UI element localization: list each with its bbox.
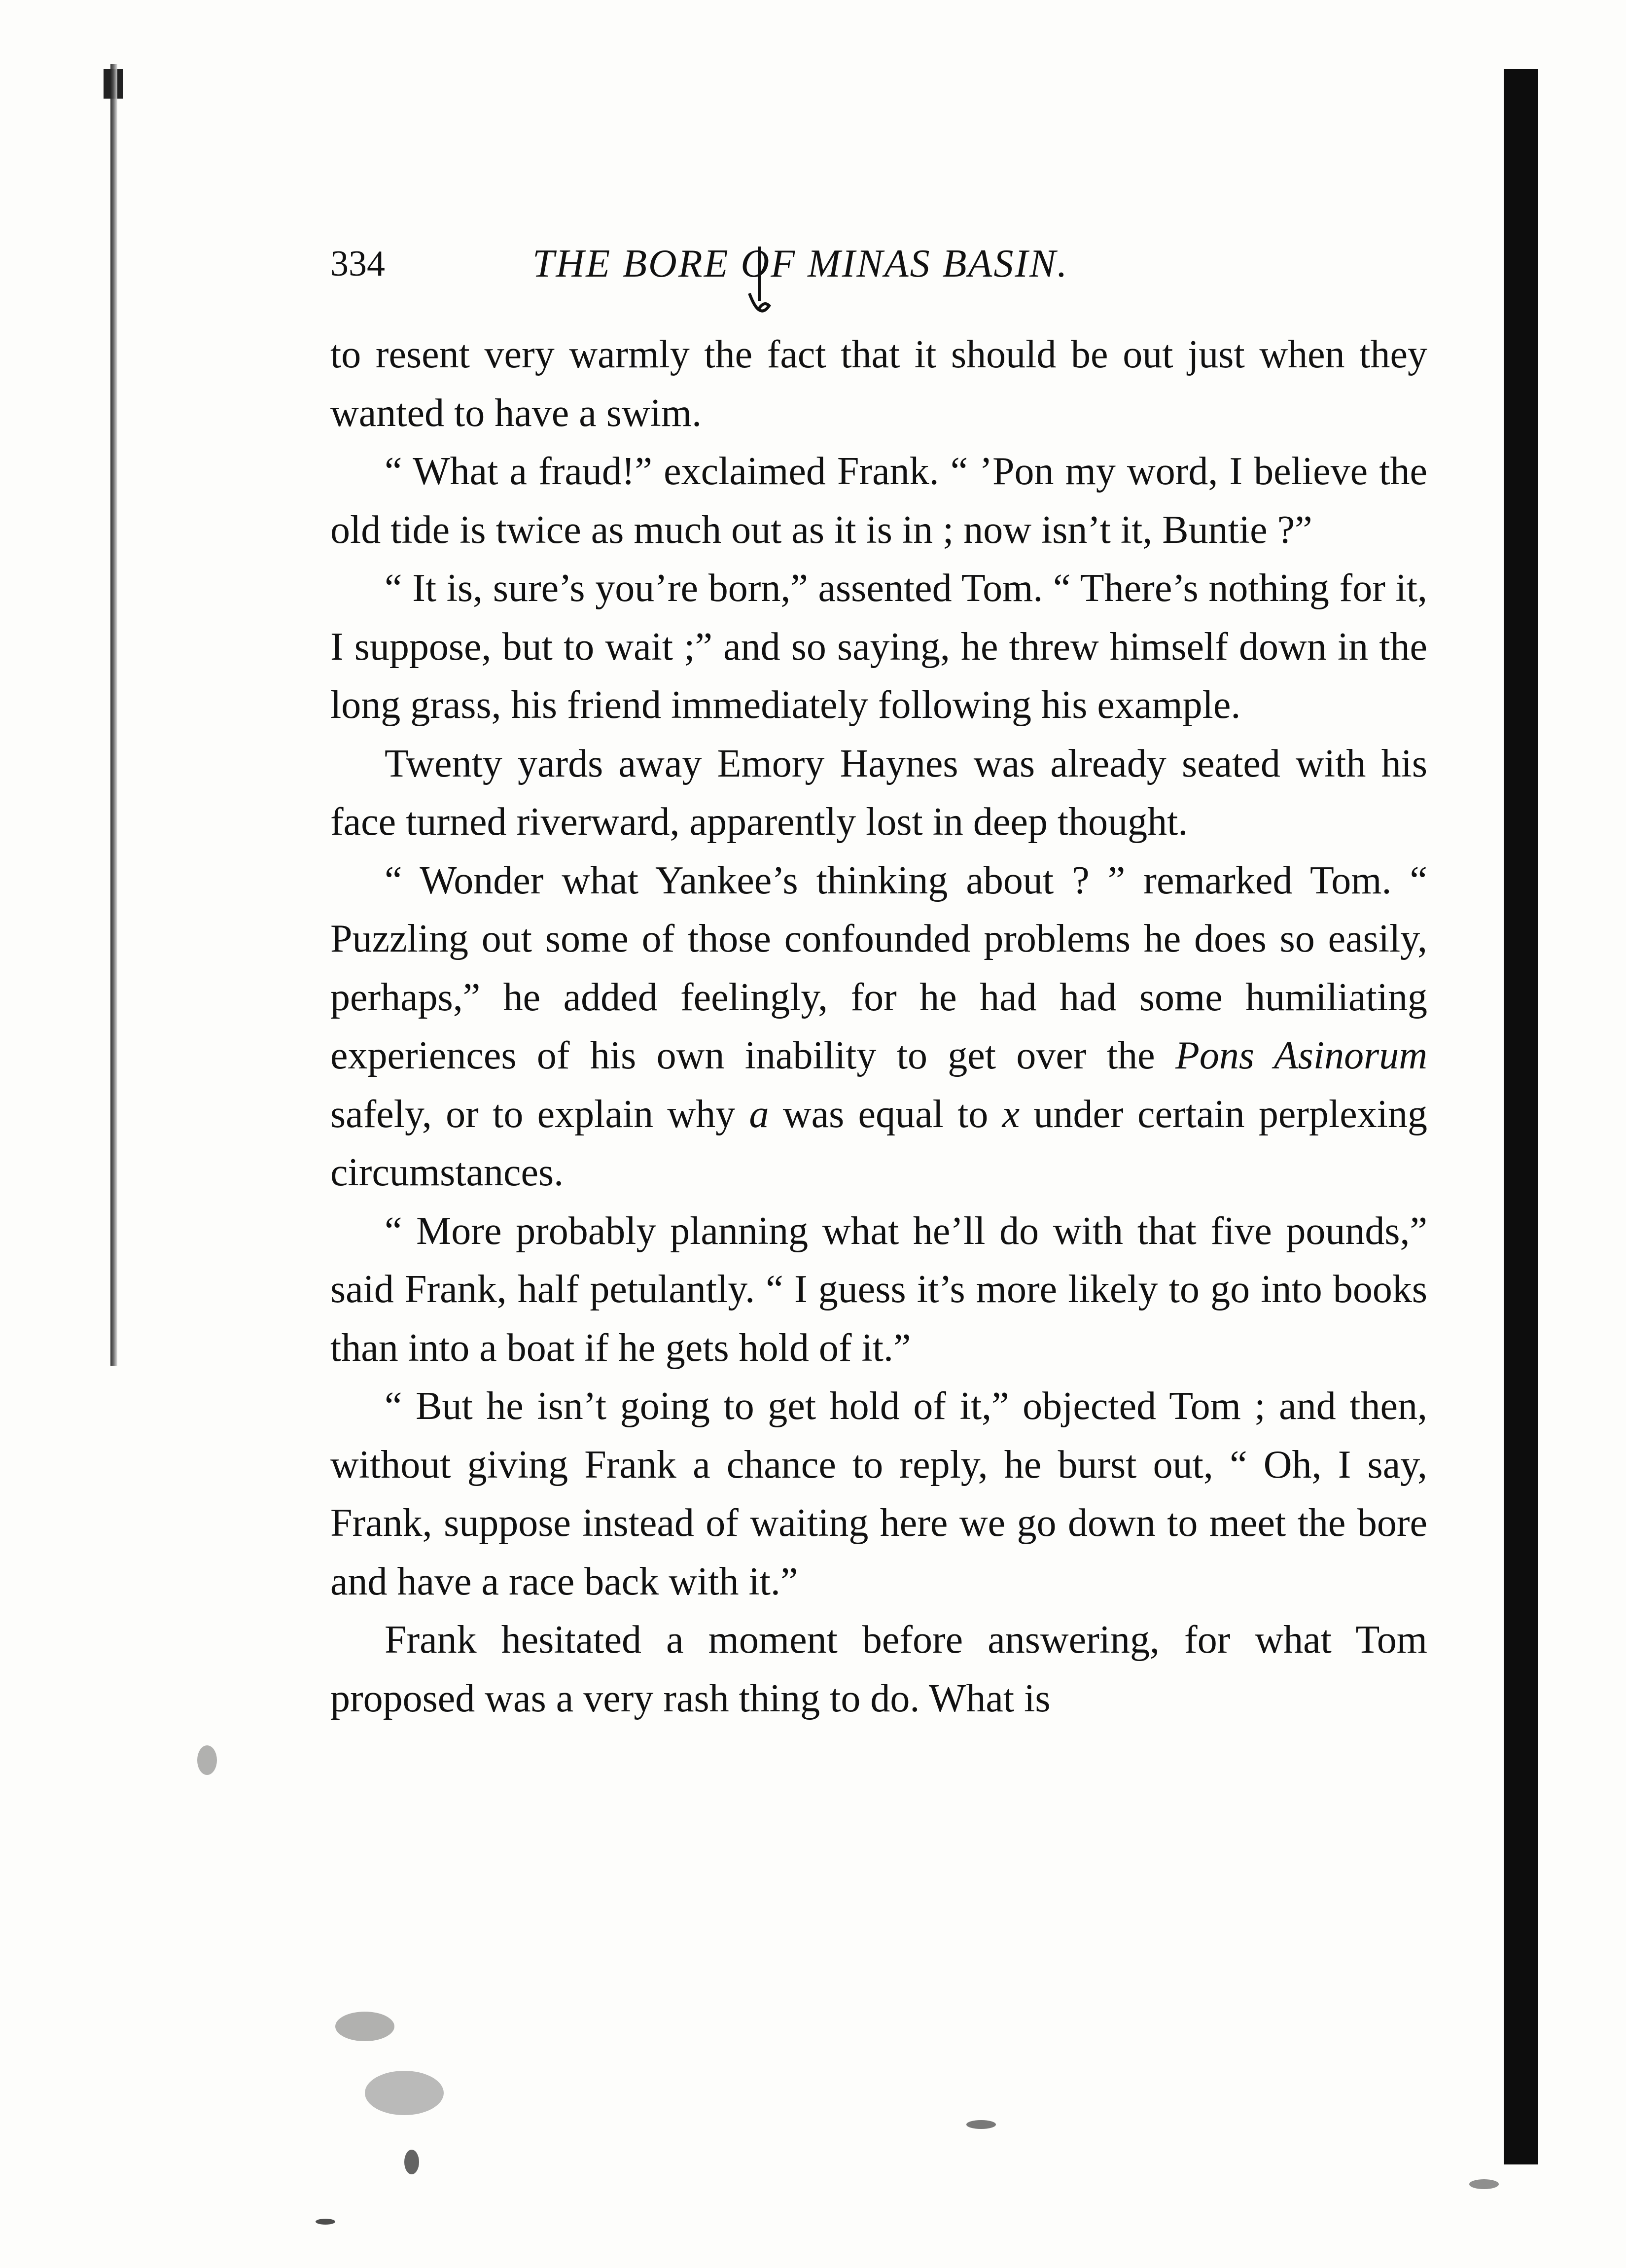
scan-speck [1469, 2179, 1499, 2189]
paragraph: to resent very warmly the fact that it should be out just when they wanted to have a swim. [330, 333, 1427, 435]
paragraph: Twenty yards away Emory Haynes was already seated with his face turned riverward, apparently lost in deep thought. [330, 742, 1427, 844]
paragraph-text: “ Wonder what Yankee’s thinking about ? ” remarked Tom. “ Puzzling out some of those confounded problems he does so easily, perhaps,” he added feelingly, for he had had some humiliating experiences of his own inability to get over the [330, 858, 1427, 1077]
paragraph: “ But he isn’t going to get hold of it,” objected Tom ; and then, without giving Frank a chance to reply, he burst out, “ Oh, I say, Frank, suppose instead of waiting here we go down to meet the bore and have a race back with it.” [330, 1384, 1427, 1603]
scan-border-bar [1504, 69, 1538, 2164]
scan-speck [197, 1745, 217, 1775]
scan-edge-artifact [110, 64, 117, 1366]
running-title: THE BORE OF MINAS BASIN. [532, 242, 1069, 285]
variable-x: x [1002, 1092, 1020, 1136]
paragraph: “ What a fraud!” exclaimed Frank. “ ’Pon my word, I believe the old tide is twice as much out as it is in ; now isn’t it, Buntie ?” [330, 450, 1427, 552]
paragraph-text: under certain perplexing circumstances. [330, 1092, 1428, 1194]
scan-speck [365, 2071, 444, 2115]
paragraph [330, 851, 1427, 1202]
paragraph: Frank hesitated a moment before answering, for what Tom proposed was a very rash thing to do. What is [330, 1618, 1427, 1720]
scan-speck [966, 2120, 996, 2129]
page-number: 334 [330, 244, 385, 284]
body-text [330, 325, 1427, 1728]
italic-phrase: Pons Asinorum [1175, 1034, 1428, 1077]
paragraph: “ It is, sure’s you’re born,” assented Tom. “ There’s nothing for it, I suppose, but to wait ;” and so saying, he threw himself down in the long grass, his friend immediately following his example. [330, 567, 1427, 727]
paragraph-text: was equal to [769, 1092, 1002, 1136]
paragraph-text: safely, or to explain why [330, 1092, 749, 1136]
page-header [330, 237, 1464, 291]
variable-a: a [749, 1092, 769, 1136]
scan-speck [335, 2012, 394, 2041]
paragraph: “ More probably planning what he’ll do with that five pounds,” said Frank, half petulantly. “ I guess it’s more likely to go into books than into a boat if he gets hold of it.” [330, 1209, 1427, 1370]
scan-speck [316, 2219, 335, 2225]
scan-speck [404, 2150, 419, 2174]
